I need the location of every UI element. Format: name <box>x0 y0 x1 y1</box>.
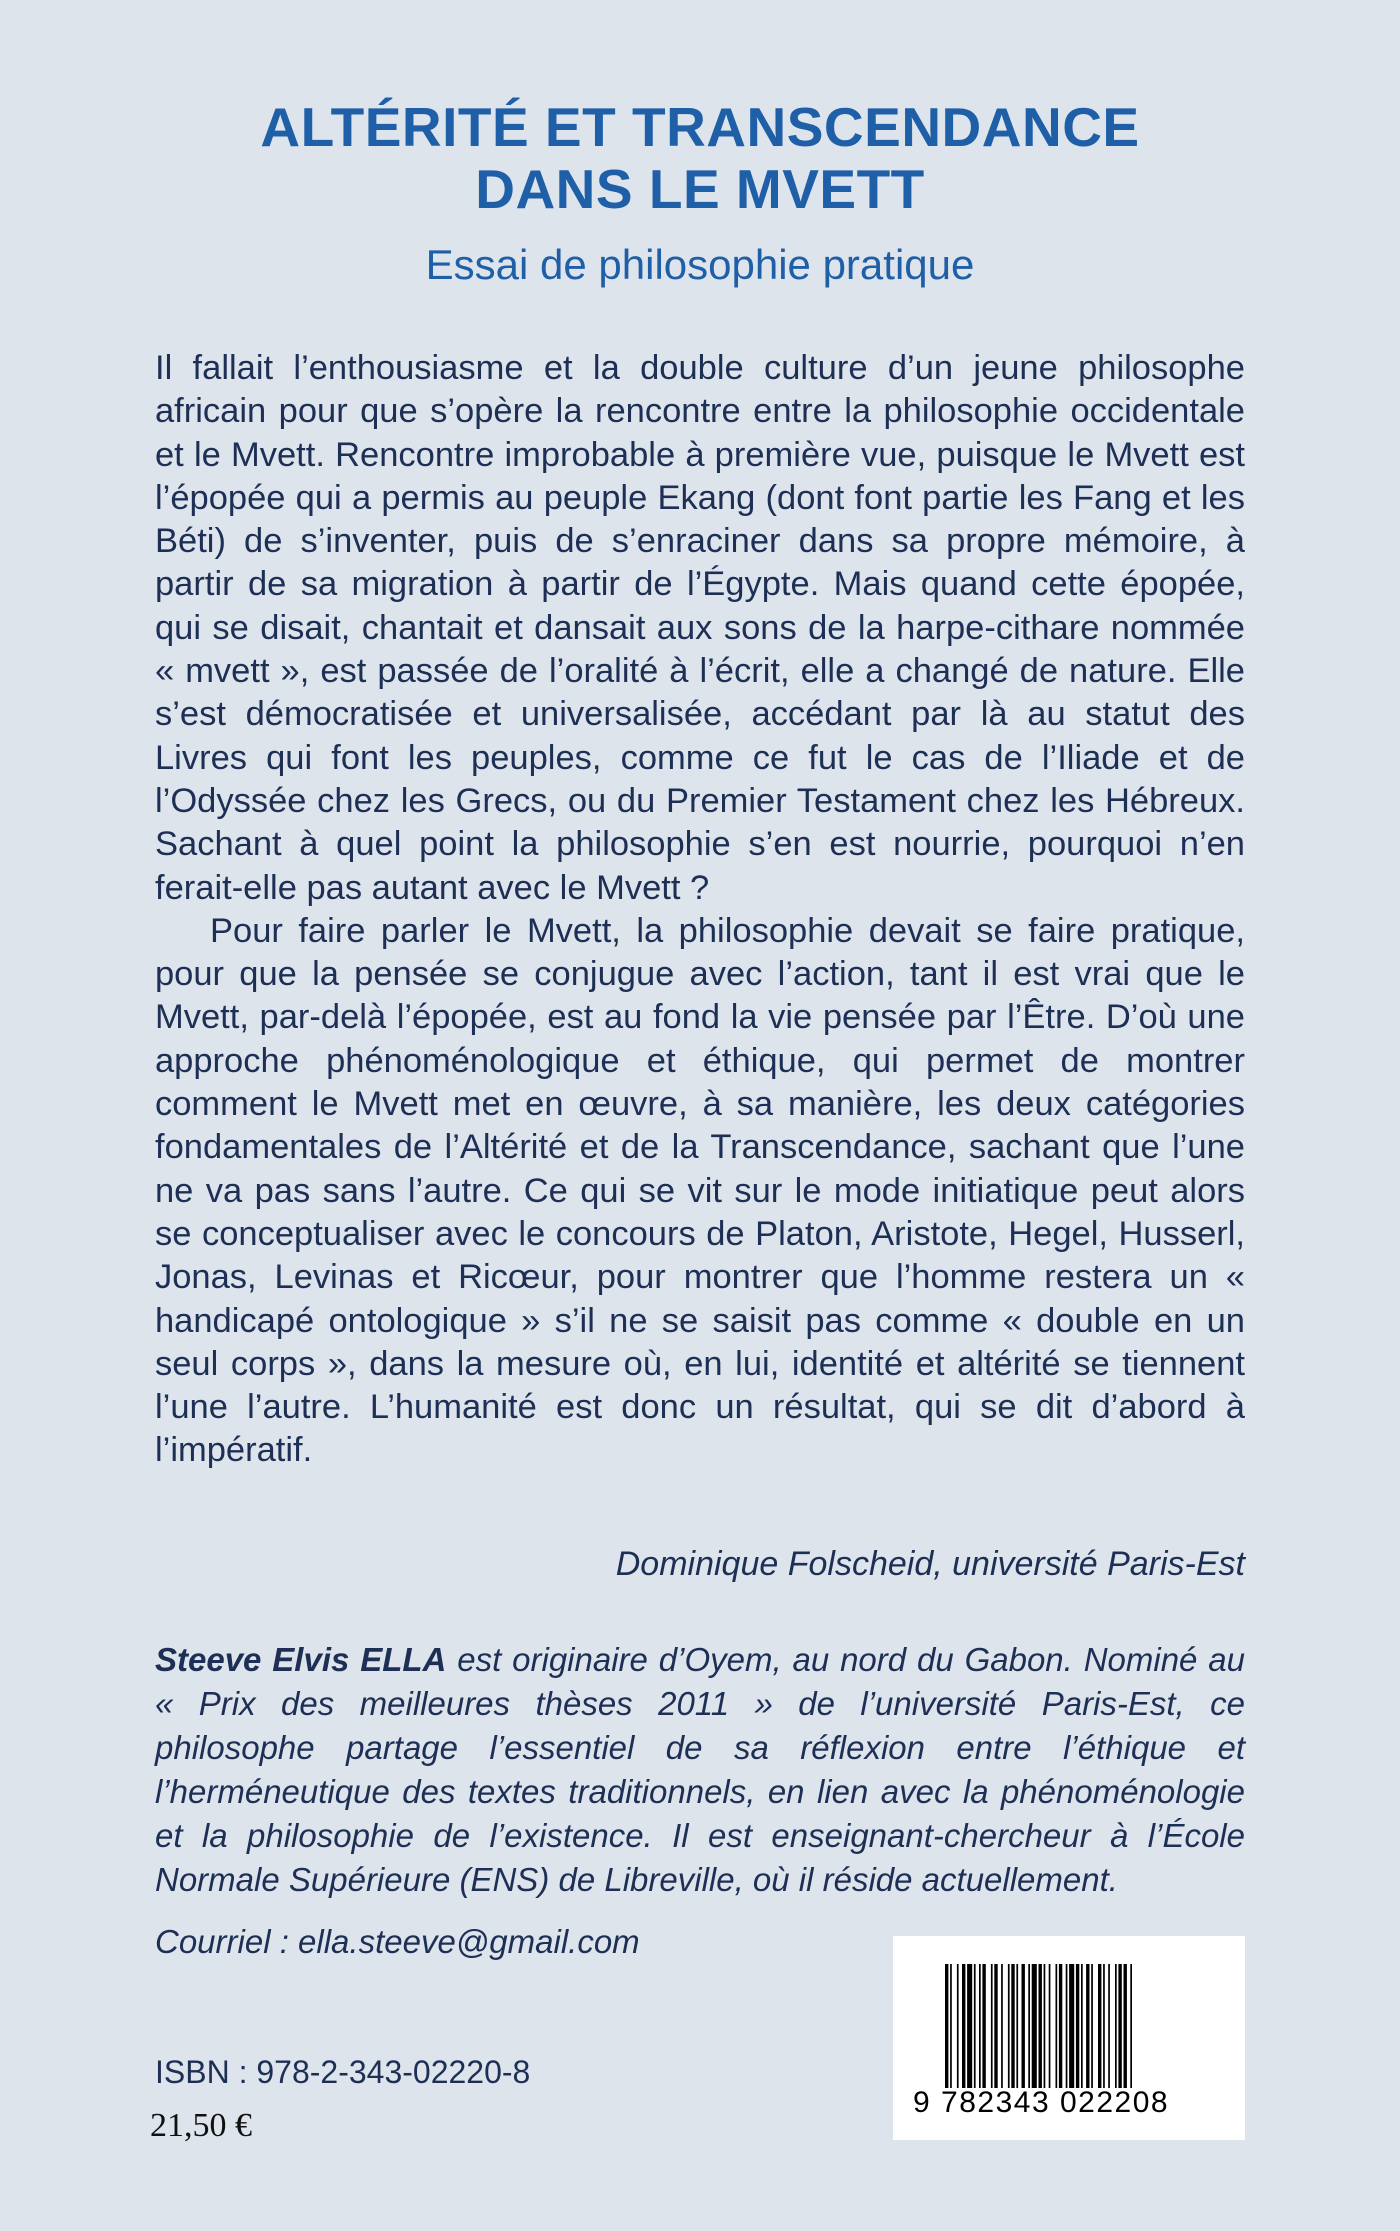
barcode-bar <box>974 1964 976 2088</box>
barcode-bar <box>1081 1964 1083 2088</box>
barcode-bar <box>945 1964 948 2088</box>
barcode-bar <box>1056 1964 1058 2088</box>
blurb-signature: Dominique Folscheid, université Paris-Est <box>615 1545 1245 1583</box>
barcode-bar <box>1044 1964 1046 2088</box>
barcode-bar <box>1022 1964 1025 2088</box>
barcode-bar <box>1001 1964 1003 2088</box>
book-title-line2: DANS LE MVETT <box>475 158 925 220</box>
barcode-bar <box>950 1964 952 2088</box>
blurb <box>155 347 1245 1473</box>
barcode <box>893 1936 1245 2140</box>
book-subtitle: Essai de philosophie pratique <box>425 241 975 288</box>
barcode-bar <box>1124 1964 1127 2088</box>
price: 21,50 € <box>150 2107 252 2144</box>
barcode-bar <box>1103 1964 1105 2088</box>
barcode-bar <box>1039 1964 1042 2088</box>
author-email: Courriel : ella.steeve@gmail.com <box>155 1923 640 1960</box>
isbn: ISBN : 978-2-343-02220-8 <box>155 2054 531 2090</box>
barcode-bar <box>1086 1964 1089 2088</box>
barcode-bar <box>979 1964 981 2088</box>
book-title <box>0 96 1400 220</box>
barcode-bar <box>1108 1964 1110 2088</box>
blurb-paragraph-2: Pour faire parler le Mvett, la philosophie devait se faire pratique, pour que la pensée se conjugue avec l’action, tant il est vrai que le Mvett, par-delà l’épopée, est au fond la vie pensée par l’Être. D’où une approche phénoménologique et éthique, qui permet de montrer comment le Mvett met en œuvre, à sa manière, les deux catégories fondamentales de l’Altérité et de la Transcendance, sachant que l’une ne va pas sans l’autre. Ce qui se vit sur le mode initiatique peut alors se conceptualiser avec le concours de Platon, Aristote, Hegel, Husserl, Jonas, Levinas et Ricœur, pour montrer que l’homme restera un « handicapé ontologique » s’il ne se saisit pas comme « double en un seul corps », dans la mesure où, en lui, identité et altérité se tiennent l’une l’autre. L’humanité est donc un résultat, qui se dit d’abord à l’impératif. <box>155 911 1245 1470</box>
barcode-bar <box>982 1964 985 2088</box>
barcode-bar <box>1066 1964 1068 2088</box>
author-bio <box>155 1638 1245 1902</box>
barcode-bar <box>967 1964 972 2088</box>
barcode-bar <box>957 1964 959 2088</box>
barcode-bar <box>1016 1964 1018 2088</box>
barcode-bar <box>1098 1964 1101 2088</box>
barcode-bar <box>991 1964 993 2088</box>
barcode-bar <box>1069 1964 1074 2088</box>
barcode-bar <box>1008 1964 1010 2088</box>
barcode-bar <box>1032 1964 1037 2088</box>
author-name: Steeve Elvis ELLA <box>155 1641 447 1678</box>
barcode-bar <box>962 1964 965 2088</box>
barcode-bar <box>1049 1964 1051 2088</box>
barcode-bar <box>1091 1964 1093 2088</box>
author-bio-text: est originaire d’Oyem, au nord du Gabon. Nominé au « Prix des meilleures thèses 2011 » de l’université Paris-Est, ce philosophe partage l’essentiel de sa réflexion entre l’éthique et l’herméneutique des textes traditionnels, en lien avec la phénoménologie et la philosophie de l’existence. Il est enseignant-chercheur à l’École Normale Supérieure (ENS) de Libreville, où il réside actuellement. <box>155 1641 1245 1898</box>
barcode-bar <box>1076 1964 1079 2088</box>
book-title-line1: ALTÉRITÉ ET TRANSCENDANCE <box>260 96 1140 158</box>
blurb-paragraph-1: Il fallait l’enthousiasme et la double culture d’un jeune philosophe africain pour que s’opère la rencontre entre la philosophie occidentale et le Mvett. Rencontre improbable à première vue, puisque le Mvett est l’épopée qui a permis au peuple Ekang (dont font partie les Fang et les Béti) de s’inventer, puis de s’enraciner dans sa propre mémoire, à partir de sa migration à partir de l’Égypte. Mais quand cette épopée, qui se disait, chantait et dansait aux sons de la harpe-cithare nommée « mvett », est passée de l’oralité à l’écrit, elle a changé de nature. Elle s’est démocratisée et universalisée, accédant par là au statut des Livres qui font les peuples, comme ce fut le cas de l’Iliade et de l’Odyssée chez les Grecs, ou du Premier Testament chez les Hébreux. Sachant à quel point la philosophie s’en est nourrie, pourquoi n’en ferait-elle pas autant avec le Mvett ? <box>155 349 1245 907</box>
barcode-bar <box>1118 1964 1121 2088</box>
barcode-bar <box>994 1964 997 2088</box>
barcode-bar <box>1130 1964 1132 2088</box>
barcode-bar <box>1028 1964 1030 2088</box>
barcode-bar <box>1011 1964 1014 2088</box>
barcode-bar <box>1115 1964 1117 2088</box>
barcode-bars <box>945 1964 1195 2088</box>
barcode-bar <box>1059 1964 1062 2088</box>
barcode-digits: 9 782343 022208 <box>913 2086 1170 2119</box>
